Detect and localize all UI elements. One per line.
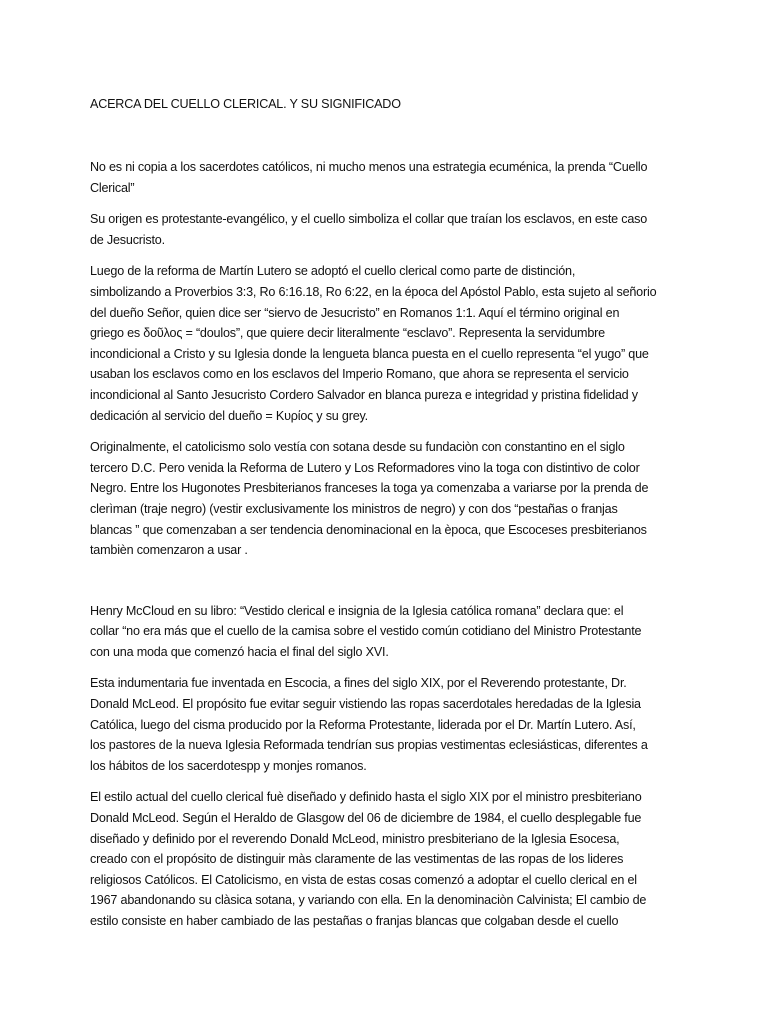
- paragraph-line: creado con el propósito de distinguir màs claramente de las vestimentas de las ropas de los lideres: [90, 852, 624, 867]
- paragraph-line: Su origen es protestante-evangélico, y el cuello simboliza el collar que traían los esclavos, en este caso: [90, 212, 648, 227]
- paragraph-line: simbolizando a Proverbios 3:3, Ro 6:16.18, Ro 6:22, en la época del Apóstol Pablo, esta sujeto al señorio: [90, 284, 657, 299]
- paragraph-line: El estilo actual del cuello clerical fuè diseñado y definido hasta el siglo XIX por el ministro presbiteriano: [90, 790, 642, 805]
- paragraph-line: Donald McLeod. El propósito fue evitar seguir vistiendo las ropas sacerdotales heredadas de la Iglesia: [90, 697, 641, 712]
- paragraph: [90, 209, 680, 250]
- paragraph-line: Negro. Entre los Hugonotes Presbiterianos franceses la toga ya comenzaba a variarse por la prenda de: [90, 481, 649, 496]
- paragraph-line: tercero D.C. Pero venida la Reforma de Lutero y Los Reformadores vino la toga con distintivo de color: [90, 460, 640, 475]
- paragraph-line: estilo consiste en haber cambiado de las pestañas o franjas blancas que colgaban desde el cuello: [90, 914, 619, 928]
- paragraph: [90, 261, 680, 426]
- paragraph-line: de Jesucristo.: [90, 232, 165, 247]
- paragraph-line: Luego de la reforma de Martín Lutero se adoptó el cuello clerical como parte de distinción,: [90, 264, 576, 279]
- paragraph-line: clerìman (traje negro) (vestir exclusivamente los ministros de negro) y con dos “pestañas o franjas: [90, 501, 618, 516]
- paragraph-line: con una moda que comenzó hacia el final del siglo XVI.: [90, 644, 389, 659]
- paragraph-line: tambièn comenzaron a usar .: [90, 543, 248, 558]
- paragraph-line: blancas ” que comenzaban a ser tendencia denominacional en la època, que Escoceses presbiterianos: [90, 522, 647, 537]
- paragraph-line: Católica, luego del cisma producido por la Reforma Protestante, liderada por el Dr. Martín Lutero. Así,: [90, 717, 636, 732]
- paragraph-line: griego es δοῦλος = “doulos”, que quiere decir literalmente “esclavo”. Representa la servidumbre: [90, 326, 605, 341]
- paragraph-line: incondicional a Cristo y su Iglesia donde la lengueta blanca puesta en el cuello representa “el yugo” que: [90, 346, 649, 361]
- paragraph-line: 1967 abandonando su clàsica sotana, y variando con ella. En la denominaciòn Calvinista; El cambio de: [90, 893, 647, 908]
- paragraph-line: usaban los esclavos como en los esclavos del Imperio Romano, que ahora se representa el servicio: [90, 367, 629, 382]
- paragraph-line: collar “no era más que el cuello de la camisa sobre el vestido común cotidiano del Ministro Protestante: [90, 624, 642, 639]
- paragraph-line: Esta indumentaria fue inventada en Escocia, a fines del siglo XIX, por el Reverendo protestante, Dr.: [90, 676, 627, 691]
- paragraph-line: incondicional al Santo Jesucristo Cordero Salvador en blanca pureza e integridad y pristina fidelidad y: [90, 387, 638, 402]
- document-body: [90, 94, 680, 943]
- paragraph: [90, 673, 680, 776]
- paragraph-list: [90, 157, 680, 932]
- document-title: ACERCA DEL CUELLO CLERICAL. Y SU SIGNIFICADO: [90, 97, 401, 111]
- paragraph-line: No es ni copia a los sacerdotes católicos, ni mucho menos una estrategia ecuménica, la prenda “Cuello: [90, 160, 648, 174]
- paragraph-line: del dueño Señor, quien dice ser “siervo de Jesucristo” en Romanos 1:1. Aquí el término original en: [90, 305, 620, 320]
- paragraph: [90, 787, 680, 931]
- paragraph: [90, 601, 680, 663]
- paragraph-line: diseñado y definido por el reverendo Donald McLeod, ministro presbiteriano de la Iglesia Esocesa,: [90, 831, 620, 846]
- paragraph-line: Donald McLeod. Según el Heraldo de Glasgow del 06 de diciembre de 1984, el cuello desplegable fue: [90, 811, 642, 826]
- paragraph-line: Clerical”: [90, 180, 135, 195]
- paragraph-line: religiosos Católicos. El Catolicismo, en vista de estas cosas comenzó a adoptar el cuello clerical en el: [90, 872, 637, 887]
- paragraph: [90, 437, 680, 561]
- paragraph-line: Originalmente, el catolicismo solo vestía con sotana desde su fundaciòn con constantino en el siglo: [90, 440, 625, 455]
- paragraph-line: los pastores de la nueva Iglesia Reformada tendrían sus propias vestimentas eclesiásticas, diferentes a: [90, 738, 648, 753]
- paragraph-line: Henry McCloud en su libro: “Vestido clerical e insignia de la Iglesia católica romana” declara que: el: [90, 603, 624, 618]
- paragraph-line: los hábitos de los sacerdotespp y monjes romanos.: [90, 758, 367, 773]
- paragraph-line: dedicación al servicio del dueño = Κυρίος y su grey.: [90, 408, 368, 423]
- paragraph: [90, 157, 680, 198]
